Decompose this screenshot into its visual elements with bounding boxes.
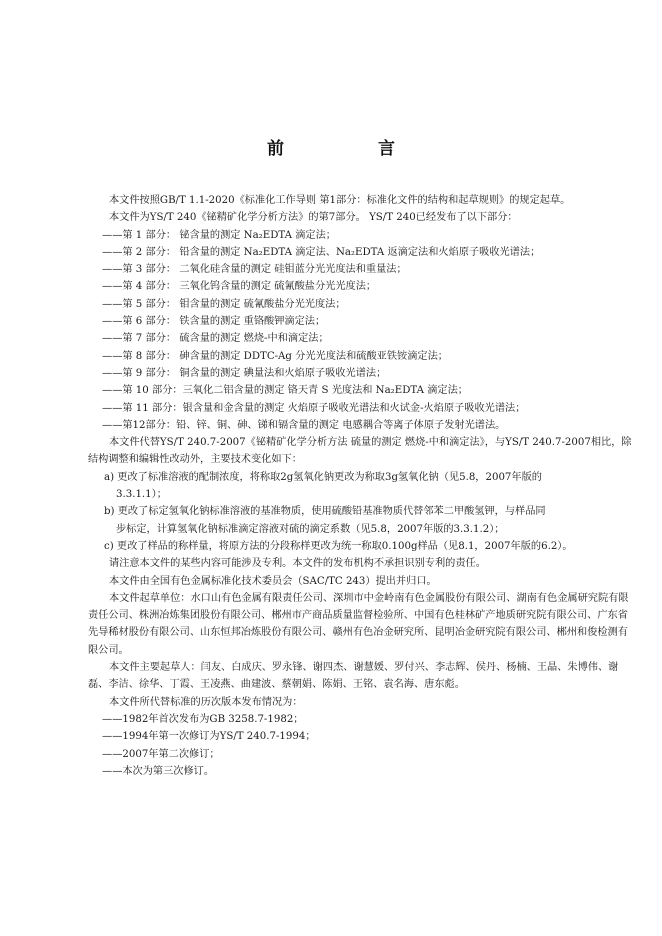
part-list-item: ——第12部分：铅、锌、铜、砷、锑和镉含量的测定 电感耦合等离子体原子发射光谱法。 — [102, 419, 506, 431]
change-item — [88, 503, 632, 538]
change-line: c) 更改了样品的称样量，将原方法的分段称样更改为统一称取0.100g样品（见8.1，2007年版的6.2）。 — [104, 540, 573, 552]
change-item — [88, 469, 632, 504]
part-list-item: ——第 9 部分： 铜含量的测定 碘量法和火焰原子吸收光谱法； — [102, 367, 387, 379]
page-title: 前 言 — [267, 139, 439, 159]
part-list-item: ——第 6 部分： 铁含量的测定 重铬酸钾滴定法； — [102, 316, 326, 328]
part-list-item: ——第 2 部分： 铅含量的测定 Na₂EDTA 滴定法、Na₂EDTA 返滴定法和火焰原子吸收光谱法； — [102, 246, 541, 258]
change-line: a) 更改了标准溶液的配制浓度，将称取2g氢氧化钠更改为称取3g氢氧化钠（见5.8，2007年版的 — [104, 471, 542, 483]
part-list-item: ——第 3 部分： 二氧化硅含量的测定 硅钼蓝分光光度法和重量法； — [102, 264, 407, 276]
part-list-item: ——第 4 部分： 三氧化钨含量的测定 硫氰酸盐分光光度法； — [102, 281, 377, 293]
part-list-item: ——第 1 部分： 铋含量的测定 Na₂EDTA 滴定法； — [102, 229, 336, 241]
replacement-paragraph: 本文件代替YS/T 240.7-2007《铋精矿化学分析方法 硫量的测定 燃烧-中和滴定法》，与YS/T 240.7-2007相比，除结构调整和编辑性改动外，主要技术变化如下： — [88, 437, 632, 466]
part-list-item: ——第 5 部分： 钼含量的测定 硫氰酸盐分光光度法； — [102, 298, 346, 310]
history-intro: 本文件所代替标准的历次版本发布情况为： — [109, 696, 303, 708]
intro-paragraph: 本文件为YS/T 240《铋精矿化学分析方法》的第7部分。 YS/T 240已经发布了以下部分： — [109, 212, 518, 224]
change-line: b) 更改了标定氢氧化钠标准溶液的基准物质，使用硫酸铅基准物质代替邻苯二甲酸氢钾，与样品同 — [104, 506, 546, 518]
history-item: ——1982年首次发布为GB 3258.7-1982； — [102, 713, 304, 725]
intro-paragraph: 本文件按照GB/T 1.1-2020《标准化工作导则 第1部分：标准化文件的结构和起草规则》的规定起草。 — [109, 195, 571, 206]
change-line: 步标定，计算氢氧化钠标准滴定溶液对硫的滴定系数（见5.8，2007年版的3.3.1.2）； — [116, 523, 505, 535]
drafters: 本文件主要起草人：闫友、白成庆、罗永锋、谢四杰、谢慧媛、罗付兴、李志辉、侯丹、杨楠、王晶、朱博伟、谢磊、李洁、徐华、丁霞、王凌燕、曲建波、蔡朝娟、陈娟、王铭、袁名海、唐东彪。 — [88, 662, 619, 691]
history-item: ——1994年第一次修订为YS/T 240.7-1994； — [102, 731, 316, 743]
history-item: ——2007年第二次修订； — [102, 748, 220, 760]
part-list-item: ——第 11 部分：银含量和金含量的测定 火焰原子吸收光谱法和火试金-火焰原子吸收光谱法； — [102, 402, 526, 414]
part-list-item: ——第 10 部分：三氧化二铝含量的测定 铬天青 S 光度法和 Na₂EDTA 滴定法； — [102, 385, 468, 397]
committee-note: 本文件由全国有色金属标准化技术委员会（SAC/TC 243）提出并归口。 — [109, 575, 437, 587]
change-line: 3.3.1.1）； — [116, 489, 167, 501]
change-item — [88, 538, 632, 555]
part-list-item: ——第 8 部分： 砷含量的测定 DDTC-Ag 分光光度法和硫酸亚铁铵滴定法； — [102, 350, 448, 362]
history-item: ——本次为第三次修订。 — [102, 765, 215, 777]
drafting-units: 本文件起草单位：水口山有色金属有限责任公司、深圳市中金岭南有色金属股份有限公司、湖南有色金属研究院有限责任公司、株洲冶炼集团股份有限公司、郴州市产商品质量监督检验所、中国有色桂林矿产地质研究院有限公司、广东省先导稀材股份有限公司、山东恒邦冶炼股份有限公司、赣州有色冶金研究所、昆明冶金研究院有限公司、郴州和俊检测有限公司。 — [88, 592, 629, 656]
part-list-item: ——第 7 部分： 硫含量的测定 燃烧-中和滴定法； — [102, 333, 329, 345]
patent-note: 请注意本文件的某些内容可能涉及专利。本文件的发布机构不承担识别专利的责任。 — [109, 558, 486, 570]
foreword-body — [88, 192, 632, 780]
